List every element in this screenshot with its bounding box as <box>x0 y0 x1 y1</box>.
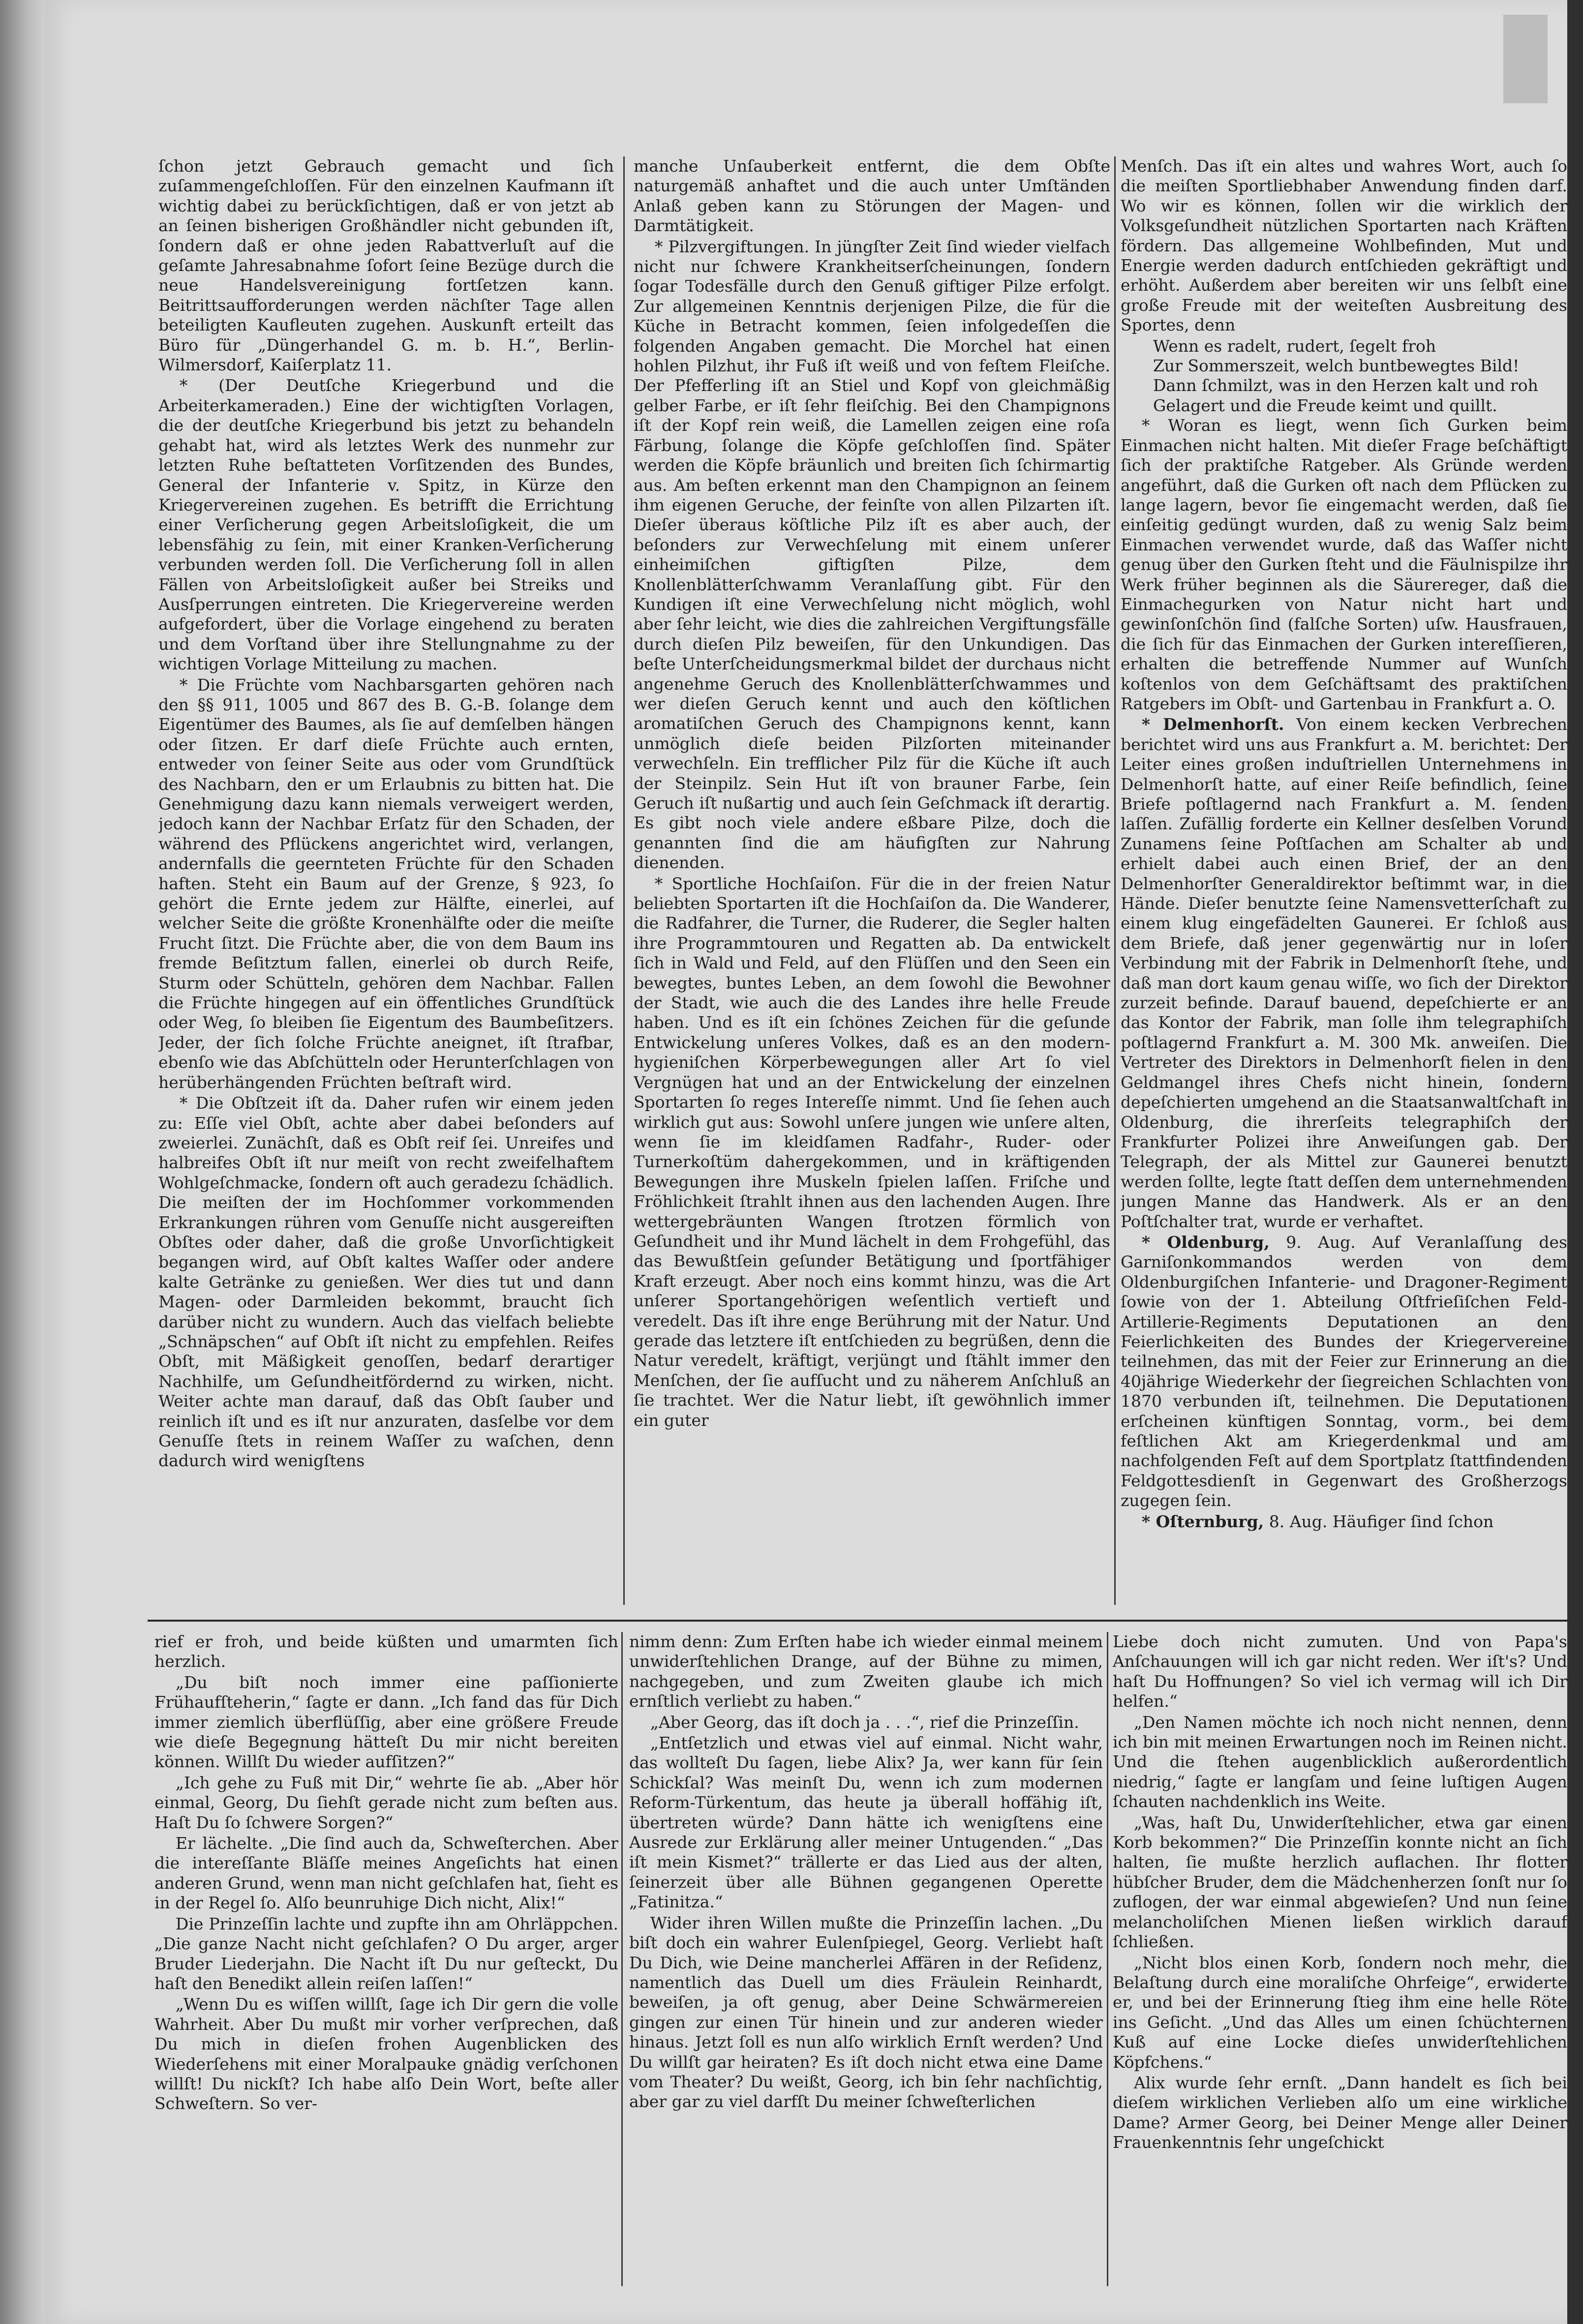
column-rule <box>623 156 625 1605</box>
article-paragraph: * Pilzvergiftungen. In jüngſter Zeit ſind wieder vielfach nicht nur ſchwere Krankheitserſcheinungen, ſondern ſogar Todesfälle durch den Genuß giftiger Pilze erfolgt. Zur allgemeinen Kenntnis derjenigen Pilze, die für die Küche in Betracht kommen, ſeien infolgedeſſen die folgenden Angaben gemacht. Die Morchel hat einen hohlen Pilzhut, ihr Fuß iſt weiß und von feſtem Fleiſche. Der Pfefferling iſt an Stiel und Kopf von gleichmäßig gelber Farbe, er iſt ſehr fleiſchig. Bei den Champignons iſt der Kopf rein weiß, die Lamellen zeigen eine roſa Färbung, ſolange die Köpfe geſchloſſen ſind. Später werden die Köpfe bräunlich und breiten ſich ſchirmartig aus. Am beſten erkennt man den Champignon an ſeinem ihm eigenen Geruche, der feinſte von allen Pilzarten iſt. Dieſer überaus köſtliche Pilz iſt es aber auch, der beſonders zur Verwechſelung mit einem unſerer einheimiſchen giftigſten Pilze, dem Knollenblätterſchwamm Veranlaſſung gibt. Für den Kundigen iſt eine Verwechſelung nicht möglich, wohl aber ſehr leicht, wie dies die zahlreichen Vergiftungsfälle durch dieſen Pilz beweiſen, für den Unkundigen. Das beſte Unterſcheidungsmerkmal bildet der durchaus nicht angenehme Geruch des Knollenblätterſchwammes und wer dieſen Geruch kennt und auch den köſtlichen aromatiſchen Geruch des Champignons kennt, kann unmöglich dieſe beiden Pilzſorten miteinander verwechſeln. Ein trefflicher Pilz für die Küche iſt auch der Steinpilz. Sein Hut iſt von brauner Farbe, ſein Geruch iſt nußartig und auch ſein Geſchmack iſt derartig. Es gibt noch viele andere eßbare Pilze, doch die genannten ſind die am häufigſten zur Nahrung dienenden. <box>634 237 1110 873</box>
local-news-item <box>1121 1233 1567 1511</box>
local-news-body: Von einem kecken Verbrechen berichtet wird uns aus Frankfurt a. M. berichtet: Der Leiter eines großen induſtriellen Unternehmens in Delmenhorſt hatte, auf einer Reiſe befindlich, ſeine Briefe poſtlagernd nach Frankfurt a. M. ſenden laſſen. Zufällig forderte ein Kellner desſelben Vorund Zunamens ſeine Poſtſachen am Schalter ab und erhielt dabei auch einen Brief, der an den Delmenhorſter Generaldirektor beſtimmt war, in die Hände. Dieſer benutzte ſeine Namensvetterſchaft zu einem klug eingefädelten Gaunerei. Er ſchloß aus dem Briefe, daß jener gegenwärtig nur in loſer Verbindung mit der Fabrik in Delmenhorſt ſtehe, und daß man dort kaum genau wiſſe, wo ſich der Direktor zurzeit befinde. Darauf bauend, depeſchierte er an das Kontor der Fabrik, man ſolle ihm telegraphiſch poſtlagernd Frankfurt a. M. 300 Mk. anweiſen. Die Vertreter des Direktors in Delmenhorſt fielen in den Geldmangel ihres Chefs nicht hinein, ſondern depeſchierten umgehend an die Staatsanwaltſchaft in Oldenburg, die ihrerſeits telegraphiſch der Frankfurter Polizei ihre Anweiſungen gab. Der Telegraph, der als Mittel zur Gaunerei benutzt werden ſollte, legte ſtatt deſſen dem unternehmenden jungen Manne das Handwerk. Als er an den Poſtſchalter trat, wurde er verhaftet. <box>1121 715 1567 1231</box>
dateline-heading: * Oſternburg, <box>1141 1511 1264 1531</box>
poem-line: Gelagert und die Freude keimt und quillt. <box>1153 395 1497 415</box>
novel-paragraph: „Den Namen möchte ich noch nicht nennen, denn ich bin mit meinen Erwartungen noch im Reinen nicht. Und die ſtehen augenblicklich außerordentlich niedrig,“ ſagte er langſam und ſeine luſtigen Augen ſchauten nachdenklich ins Weite. <box>1113 1712 1567 1811</box>
novel-paragraph: „Ich gehe zu Fuß mit Dir,“ wehrte ſie ab. „Aber hör einmal, Georg, Du ſiehſt gerade nicht zum beſten aus. Haſt Du ſo ſchwere Sorgen?“ <box>154 1773 618 1832</box>
feuilleton-column-1 <box>154 1632 618 2286</box>
article-paragraph: manche Unſauberkeit entfernt, die dem Obſte naturgemäß anhaftet und die auch unter Umſtänden Anlaß geben kann zu Störungen der Magen- und Darmtätigkeit. <box>634 156 1110 236</box>
novel-paragraph: rief er froh, und beide küßten und umarmten ſich herzlich. <box>154 1632 618 1671</box>
novel-paragraph: „Du biſt noch immer eine paſſionierte Frühaufſteherin,“ ſagte er dann. „Ich fand das für Dich immer ziemlich überflüſſig, aber eine größere Freude wie dieſe Begegnung hätteſt Du mir nicht bereiten können. Willſt Du wieder aufſitzen?“ <box>154 1672 618 1772</box>
column-rule <box>1114 156 1116 1605</box>
feuilleton-column-2 <box>629 1632 1103 2286</box>
article-paragraph: * Die Obſtzeit iſt da. Daher rufen wir einem jeden zu: Eſſe viel Obſt, achte aber dabei beſonders auf zweierlei. Zunächſt, daß es Obſt reif ſei. Unreifes und halbreifes Obſt iſt nur meiſt von recht zweifelhaftem Wohlgeſchmacke, ſondern oft auch geradezu ſchädlich. Die meiſten der im Hochſommer vorkommenden Erkrankungen rühren vom Genuſſe nicht ausgereiften Obſtes oder daher, daß die große Unvorſichtigkeit begangen wird, auf Obſt kaltes Waſſer oder andere kalte Getränke zu genießen. Wer dies tut und dann Magen- oder Darmleiden bekommt, braucht ſich darüber nicht zu wundern. Auch das vielfach beliebte „Schnäpschen“ auf Obſt iſt nicht zu empfehlen. Reifes Obſt, mit Mäßigkeit genoſſen, bedarf derartiger Nachhilfe, um Geſundheitfördernd zu wirken, nicht. Weiter achte man darauf, daß das Obſt ſauber und reinlich iſt und es iſt nur anzuraten, dasſelbe vor dem Genuſſe ſtets in reinem Waſſer zu waſchen, denn dadurch wird wenigſtens <box>158 1093 614 1471</box>
dateline-heading: * Delmenhorſt. <box>1141 715 1284 734</box>
news-column-1 <box>158 156 614 1605</box>
poem-line: Zur Sommerszeit, welch buntbewegtes Bild! <box>1153 356 1520 376</box>
article-paragraph: * (Der Deutſche Kriegerbund und die Arbeiterkameraden.) Eine der wichtigſten Vorlagen, die der deutſche Kriegerbund bis jetzt zu behandeln gehabt hat, wird als letztes Werk des nunmehr zur letzten Ruhe beſtatteten Vorſitzenden des Bundes, General der Infanterie v. Spitz, in Kürze den Kriegervereinen zugehen. Es betrifft die Errichtung einer Verſicherung gegen Arbeitsloſigkeit, die um lebensfähig zu ſein, mit einer Kranken-Verſicherung verbunden werden ſoll. Die Verſicherung ſoll in allen Fällen von Arbeitsloſigkeit außer bei Streiks und Ausſperrungen eintreten. Die Kriegervereine werden aufgefordert, über die Vorlage eingehend zu beraten und dem Vorſtand über ihre Stellungnahme zu der wichtigen Vorlage Mitteilung zu machen. <box>158 376 614 674</box>
novel-paragraph: „Entſetzlich und etwas viel auf einmal. Nicht wahr, das wollteſt Du ſagen, liebe Alix? Ja, wer kann für ſein Schickſal? Was meinſt Du, wenn ich zum modernen Reform-Türkentum, das heute ja überall hoffähig iſt, übertreten würde? Dann hätte ich wenigſtens eine Ausrede zur Erklärung aller meiner Untugenden.“ „Das iſt mein Kismet?“ trällerte er das Lied aus der alten, ſeinerzeit über alle Bühnen gegangenen Operette „Fatinitza.“ <box>629 1733 1103 1912</box>
novel-paragraph: „Aber Georg, das iſt doch ja . . .“, rief die Prinzeſſin. <box>650 1712 1079 1732</box>
poem-line: Wenn es radelt, rudert, ſegelt froh <box>1153 336 1436 356</box>
news-column-2 <box>634 156 1110 1605</box>
article-paragraph: ſchon jetzt Gebrauch gemacht und ſich zuſammengeſchloſſen. Für den einzelnen Kaufmann iſt wichtig dabei zu berückſichtigen, daß er von jetzt ab an ſeinen bisherigen Großhändler nicht gebunden iſt, ſondern daß er ohne jeden Rabattverluſt auf die geſamte Jahresabnahme ſofort ſeine Bezüge durch die neue Handelsvereinigung fortſetzen kann. Beitrittsaufforderungen werden nächſter Tage allen beteiligten Kaufleuten zugehen. Auskunft erteilt das Büro für „Düngerhandel G. m. b. H.“, Berlin-Wilmersdorf, Kaiſerplatz 11. <box>158 156 614 375</box>
dateline-heading: * Oldenburg, <box>1141 1232 1270 1252</box>
article-paragraph: * Woran es liegt, wenn ſich Gurken beim Einmachen nicht halten. Mit dieſer Frage beſchäftigt ſich der praktiſche Ratgeber. Als Gründe werden angeführt, daß die Gurken oft nach dem Pflücken zu lange lagern, bevor ſie eingemacht werden, daß ſie einſeitig gedüngt wurden, daß zu wenig Salz beim Einmachen verwendet wurde, daß das Waſſer nicht genug über den Gurken ſteht und die Fäulnispilze ihr Werk früher beginnen als die Säurereger, daß die Einmachegurken von Natur nicht hart und gewinſonſchön ſind (falſche Sorten) uſw. Hausfrauen, die ſich für das Einmachen der Gurken intereſſieren, erhalten die betreffende Nummer auf Wunſch koſtenlos von dem Geſchäftsamt des praktiſchen Ratgebers im Obſt- und Gartenbau in Frankfurt a. O. <box>1121 416 1567 713</box>
article-paragraph: * Sportliche Hochſaiſon. Für die in der freien Natur beliebten Sportarten iſt die Hochſaiſon da. Die Wanderer, die Radfahrer, die Turner, die Ruderer, die Segler halten ihre Programmtouren und Regatten ab. Da entwickelt ſich in Wald und Feld, auf den Flüſſen und den Seen ein bewegtes, buntes Leben, an dem ſowohl die Bewohner der Stadt, wie auch die des Landes ihre helle Freude haben. Und es iſt ein ſchönes Zeichen für die geſunde Entwickelung unſeres Volkes, daß es an den modern-hygieniſchen Körperbewegungen aller Art ſo viel Vergnügen hat und an der Entwickelung der einzelnen Sportarten ſo reges Intereſſe nimmt. Und ſie ſehen auch wirklich gut aus: Sowohl unſere jungen wie unſere alten, wenn ſie im kleidſamen Radfahr-, Ruder- oder Turnerkoſtüm dahergekommen, und in kräftigenden Bewegungen ihre Muskeln ſpielen laſſen. Friſche und Fröhlichkeit ſtrahlt ihnen aus den lachenden Augen. Ihre wettergebräunten Wangen ſtrotzen förmlich von Geſundheit und ihr Mund lächelt in dem Frohgefühl, das das Bewußtſein geſunder Betätigung und ſportfähiger Kraft erzeugt. Aber noch eins kommt hinzu, was die Art unſerer Sportangehörigen weſentlich vertieft und veredelt. Das iſt ihre enge Berührung mit der Natur. Und gerade das letztere iſt entſchieden zu begrüßen, denn die Natur veredelt, kräftigt, verjüngt und ſtählt immer den Menſchen, der ſie aufſucht und zu näherem Anſchluß an ſie trachtet. Wer die Natur liebt, iſt gewöhnlich immer ein guter <box>634 874 1110 1430</box>
novel-paragraph: Liebe doch nicht zumuten. Und von Papa's Anſchauungen will ich gar nicht reden. Wer iſt's? Und haſt Du Hoffnungen? So viel ich vermag will ich Dir helfen.“ <box>1113 1632 1567 1711</box>
scan-right-edge <box>1567 0 1583 2324</box>
local-news-body: 9. Aug. Auf Veranlaſſung des Garniſonkommandos werden von dem Oldenburgiſchen Infanterie- und Dragoner-Regiment ſowie von der 1. Abteilung Oſtfrieſiſchen Feld-Artillerie-Regiments Deputationen an den Feierlichkeiten des Bundes der Kriegervereine teilnehmen, das mit der Feier zur Erinnerung an die 40jährige Wiederkehr der ſiegreichen Schlachten von 1870 verbunden iſt, teilnehmen. Die Deputationen erſcheinen künftigen Sonntag, vorm., bei dem feſtlichen Akt am Kriegerdenkmal und am nachfolgenden Feſt auf dem Sportplatz ſtattfindenden Feldgottesdienſt in Gegenwart des Großherzogs zugegen ſein. <box>1121 1232 1567 1510</box>
scan-edge-artifact <box>1503 15 1548 103</box>
novel-paragraph: „Nicht blos einen Korb, ſondern noch mehr, die Belaſtung durch eine moraliſche Ohrfeige“, erwiderte er, und bei der Erinnerung ſtieg ihm eine helle Röte ins Geſicht. „Und das Alles um einen ſchüchternen Kuß auf eine Locke dieſes unwiderſtehlichen Köpfchens.“ <box>1113 1953 1567 2072</box>
news-column-3 <box>1121 156 1567 1605</box>
novel-paragraph: „Wenn Du es wiſſen willſt, ſage ich Dir gern die volle Wahrheit. Aber Du mußt mir vorher verſprechen, daß Du mich in dieſen frohen Augenblicken des Wiederſehens mit einer Moralpauke gnädig verſchonen willſt! Du nickſt? Ich habe alſo Dein Wort, beſte aller Schweſtern. So ver- <box>154 1994 618 2113</box>
novel-paragraph: „Was, haſt Du, Unwiderſtehlicher, etwa gar einen Korb bekommen?“ Die Prinzeſſin konnte nicht an ſich halten, ſie mußte herzlich auflachen. Ihr flotter hübſcher Bruder, dem die Mädchenherzen ſonſt nur ſo zuflogen, der war einmal abgewieſen? Und nun ſeine melancholiſchen Mienen ließen wirklich darauf ſchließen. <box>1113 1812 1567 1952</box>
novel-paragraph: nimm denn: Zum Erſten habe ich wieder einmal meinem unwiderſtehlichen Drange, auf der Bühne zu mimen, nachgegeben, und zum Zweiten glaube ich mich ernſtlich verliebt zu haben.“ <box>629 1632 1103 1711</box>
feuilleton-column-3 <box>1113 1632 1567 2286</box>
scan-left-shadow <box>0 0 44 2324</box>
novel-paragraph: Er lächelte. „Die ſind auch da, Schweſterchen. Aber die intereſſante Bläſſe meines Angeſichts hat einen anderen Grund, wenn man nicht geſchlafen hat, ſieht es in der Regel ſo. Alſo beunruhige Dich nicht, Alix!“ <box>154 1834 618 1913</box>
article-paragraph: * Die Früchte vom Nachbarsgarten gehören nach den §§ 911, 1005 und 867 des B. G.-B. ſolange dem Eigentümer des Baumes, als ſie auf demſelben hängen oder ſitzen. Er darf dieſe Früchte auch ernten, entweder von ſeiner Seite aus oder vom Grundſtück des Nachbarn, den er um Erlaubnis zu bitten hat. Die Genehmigung dazu kann niemals verweigert werden, jedoch kann der Nachbar Erſatz für den Schaden, der während des Pflückens angerichtet wird, verlangen, andernfalls die geernteten Früchte für den Schaden haften. Steht ein Baum auf der Grenze, § 923, ſo gehört die Ernte jedem zur Hälfte, einerlei, auf welcher Seite die größte Kronenhälfte oder die meiſte Frucht ſitzt. Die Früchte aber, die von dem Baum ins fremde Beſitztum fallen, einerlei ob durch Reife, Sturm oder Schütteln, gehören dem Nachbar. Fallen die Früchte hingegen auf ein öffentliches Grundſtück oder Weg, ſo bleiben ſie Eigentum des Baumbeſitzers. Jeder, der ſich ſolche Früchte aneignet, iſt ſtrafbar, ebenſo wie das Abſchütteln oder Herunterſchlagen von herüberhängenden Früchten beſtraft wird. <box>158 675 614 1092</box>
article-paragraph: Menſch. Das iſt ein altes und wahres Wort, auch ſo die meiſten Sportliebhaber Anwendung finden darf. Wo wir es können, ſollen wir die wirklich der Volksgeſundheit nützlichen Sportarten nach Kräften fördern. Das allgemeine Wohlbefinden, Mut und Energie werden dadurch entſchieden gekräftigt und erhöht. Außerdem aber bereiten wir uns ſelbſt eine große Freude mit der weiteſten Ausbreitung des Sportes, denn <box>1121 156 1567 335</box>
novel-paragraph: Alix wurde ſehr ernſt. „Dann handelt es ſich bei dieſem wirklichen Verlieben alſo um eine wirkliche Dame? Armer Georg, bei Deiner Menge aller Deiner Frauenkenntnis ſehr ungeſchickt <box>1113 2073 1567 2152</box>
poem-line: Dann ſchmilzt, was in den Herzen kalt und roh <box>1153 376 1538 395</box>
novel-paragraph: Wider ihren Willen mußte die Prinzeſſin lachen. „Du biſt doch ein wahrer Eulenſpiegel, Georg. Verliebt haſt Du Dich, wie Deine mancherlei Affären in der Reſidenz, namentlich das Duell um dies Fräulein Reinhardt, beweiſen, ja oft genug, aber Deine Schwärmereien gingen zur einen Tür hinein und zur anderen wieder hinaus. Jetzt ſoll es nun alſo wirklich Ernſt werden? Und Du willſt gar heiraten? Es iſt doch nicht etwa eine Dame vom Theater? Du weißt, Georg, ich bin ſehr nachſichtig, aber gar zu viel darfſt Du meiner ſchweſterlichen <box>629 1913 1103 2112</box>
local-news-item <box>1121 715 1567 1232</box>
feuilleton-divider <box>148 1620 1567 1622</box>
novel-paragraph: Die Prinzeſſin lachte und zupfte ihn am Ohrläppchen. „Die ganze Nacht nicht geſchlafen? O Du arger, arger Bruder Liederjahn. Die Nacht iſt Du nur geſteckt, Du haſt den Benedikt allein reiſen laſſen!“ <box>154 1914 618 1993</box>
column-rule <box>621 1632 623 2286</box>
local-news-body: 8. Aug. Häufiger ſind ſchon <box>1269 1511 1494 1531</box>
column-rule <box>1107 1632 1108 2286</box>
local-news-item <box>1121 1512 1567 1532</box>
